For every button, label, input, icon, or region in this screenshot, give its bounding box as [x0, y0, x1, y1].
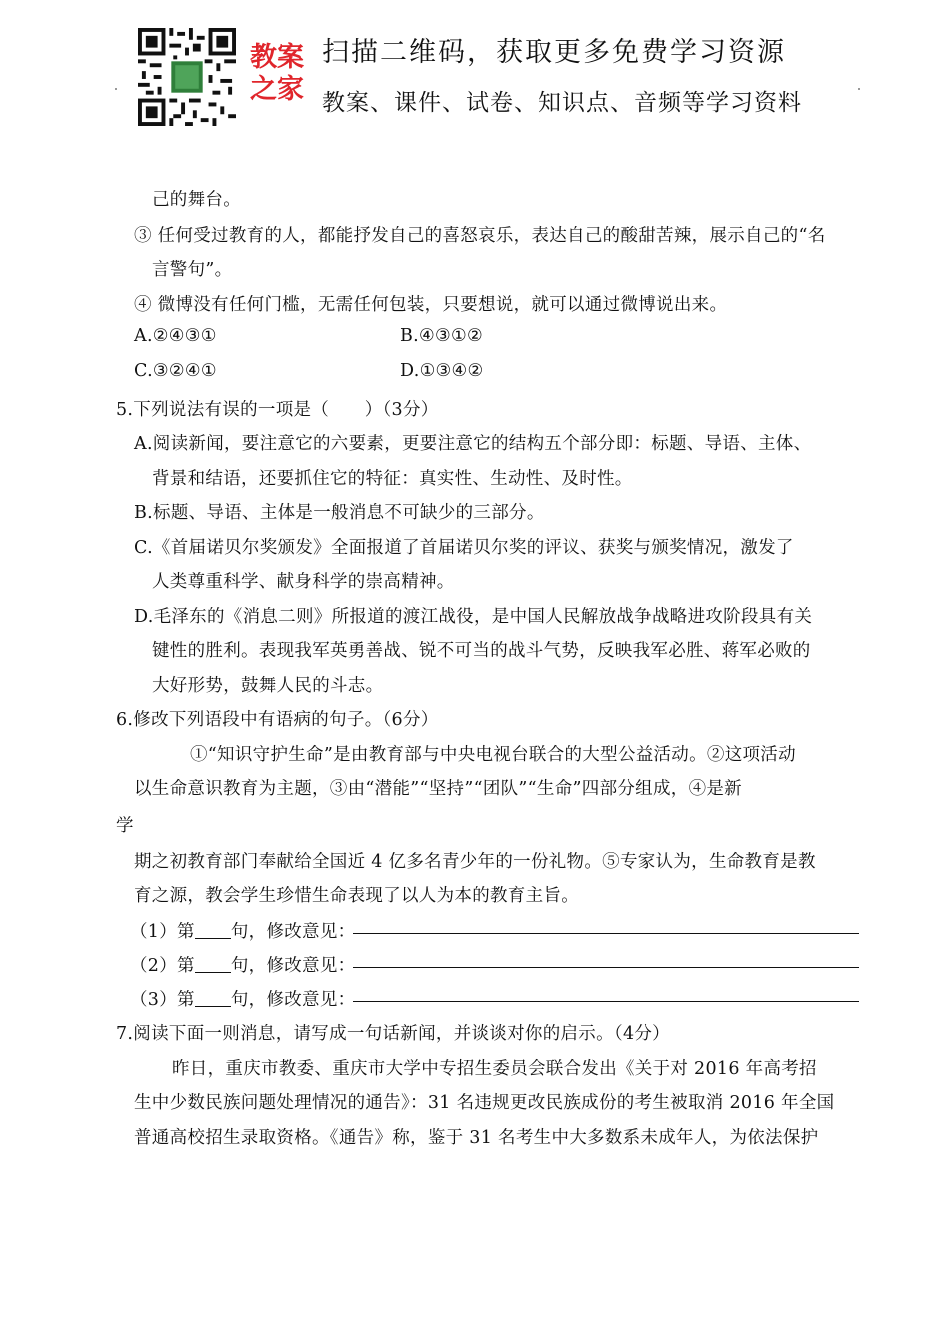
- text-line: B.标题、导语、主体是一般消息不可缺少的三部分。: [134, 503, 545, 523]
- brand-logo-text: 教案之家: [250, 42, 304, 105]
- answer-label: 句，修改意见：: [230, 990, 356, 1010]
- answer-blank[interactable]: [195, 956, 231, 973]
- text-line: 人类尊重科学、献身科学的崇高精神。: [152, 572, 455, 592]
- qr-code: [136, 28, 238, 126]
- answer-blank[interactable]: [195, 922, 231, 939]
- answer-line-2: [130, 952, 355, 977]
- text-line: 育之源，教会学生珍惜生命表现了以人为本的教育主旨。: [134, 886, 579, 906]
- answer-blank[interactable]: [195, 990, 231, 1007]
- answer-label: （2）第: [130, 956, 195, 976]
- text-line: 普通高校招生录取资格。《通告》称，鉴于 31 名考生中大多数系未成年人，为依法保护: [134, 1128, 819, 1148]
- text-line: C.《首届诺贝尔奖颁发》全面报道了首届诺贝尔奖的评议、获奖与颁奖情况，激发了: [134, 538, 794, 558]
- text-line: 己的舞台。: [152, 190, 241, 210]
- text-line: 昨日，重庆市教委、重庆市大学中专招生委员会联合发出《关于对 2016 年高考招: [172, 1059, 817, 1079]
- text-line: ④ 微博没有任何门槛，无需任何包装，只要想说，就可以通过微博说出来。: [134, 295, 728, 315]
- answer-label: （3）第: [130, 990, 195, 1010]
- question-5: 5.下列说法有误的一项是（ ）（3分）: [116, 400, 439, 420]
- question-7: 7.阅读下面一则消息，请写成一句话新闻，并谈谈对你的启示。（4分）: [116, 1024, 670, 1044]
- brand-logo: [250, 42, 312, 106]
- text-line: A.阅读新闻，要注意它的六要素，更要注意它的结构五个部分即：标题、导语、主体、: [134, 434, 812, 454]
- text-line: 键性的胜利。表现我军英勇善战、锐不可当的战斗气势，反映我军必胜、蒋军必败的: [152, 641, 811, 661]
- answer-rule[interactable]: [353, 933, 859, 934]
- answer-rule[interactable]: [353, 967, 859, 968]
- option-b: B.④③①②: [400, 326, 483, 346]
- corner-mark: [858, 88, 860, 90]
- answer-rule[interactable]: [353, 1001, 859, 1002]
- answer-label: 句，修改意见：: [230, 956, 356, 976]
- question-6: 6.修改下列语段中有语病的句子。（6分）: [116, 710, 439, 730]
- option-d: D.①③④②: [400, 361, 484, 381]
- option-c: C.③②④①: [134, 361, 217, 381]
- text-line: 言警句”。: [152, 260, 233, 280]
- answer-line-3: [130, 986, 355, 1011]
- text-line: ①“知识守护生命”是由教育部与中央电视台联合的大型公益活动。②这项活动: [190, 745, 796, 765]
- answer-label: 句，修改意见：: [230, 922, 356, 942]
- text-line: D.毛泽东的《消息二则》所报道的渡江战役，是中国人民解放战争战略进攻阶段具有关: [134, 607, 813, 627]
- answer-label: （1）第: [130, 922, 195, 942]
- text-line: 背景和结语，还要抓住它的特征：真实性、生动性、及时性。: [152, 469, 633, 489]
- text-line: 以生命意识教育为主题，③由“潜能”“坚持”“团队”“生命”四部分组成，④是新: [134, 779, 742, 799]
- banner-line-2: 教案、课件、试卷、知识点、音频等学习资料: [322, 90, 802, 116]
- text-line: 生中少数民族问题处理情况的通告》：31 名违规更改民族成份的考生被取消 2016 年全国: [134, 1093, 835, 1113]
- text-line: ③ 任何受过教育的人，都能抒发自己的喜怒哀乐，表达自己的酸甜苦辣，展示自己的“名: [134, 226, 826, 246]
- text-line: 期之初教育部门奉献给全国近 4 亿多名青少年的一份礼物。⑤专家认为，生命教育是教: [134, 852, 816, 872]
- corner-mark: [115, 88, 117, 90]
- text-line: 学: [116, 816, 134, 836]
- answer-line-1: [130, 918, 355, 943]
- option-a: A.②④③①: [134, 326, 217, 346]
- banner-line-1: 扫描二维码，获取更多免费学习资源: [322, 37, 786, 68]
- text-line: 大好形势，鼓舞人民的斗志。: [152, 676, 384, 696]
